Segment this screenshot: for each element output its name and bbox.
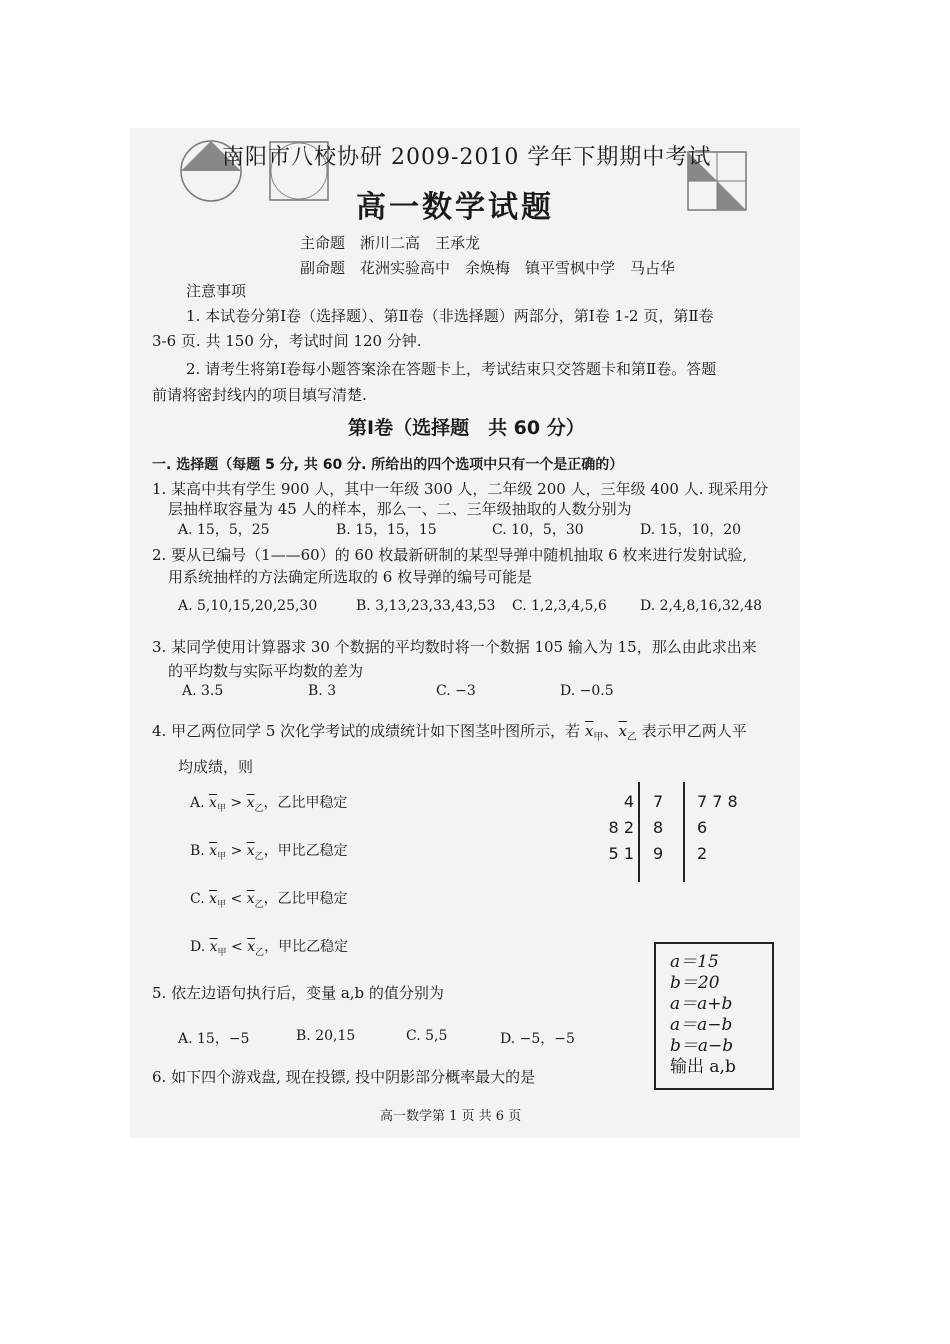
leaf-left-row-2: 8 2 — [608, 818, 634, 837]
stem-row-2: 8 — [653, 818, 664, 837]
q4-option-a: A. $\overline{x}_甲 > \overline{x}_乙$，乙比甲稳定 — [190, 795, 348, 814]
stem-divider-right — [683, 782, 685, 882]
leaf-right-row-3: 2 — [697, 844, 708, 863]
q1-option-b: B. 15，15，15 — [336, 522, 437, 538]
q4-option-b: B. $\overline{x}_甲 > \overline{x}_乙$，甲比乙稳定 — [190, 843, 348, 862]
section-instructions: 一. 选择题（每题 5 分, 共 60 分. 所给出的四个选项中只有一个是正确的） — [152, 457, 624, 473]
q5-option-a: A. 15，−5 — [178, 1031, 250, 1047]
q1-line-1: 1. 某高中共有学生 900 人，其中一年级 300 人，二年级 200 人，三年级 400 人. 现采用分 — [152, 480, 769, 498]
q3-option-b: B. 3 — [308, 683, 337, 699]
stem-row-3: 9 — [653, 844, 664, 863]
section-title: 第Ⅰ卷（选择题 共 60 分） — [348, 417, 585, 439]
q6-text: 6. 如下四个游戏盘, 现在投镖, 投中阴影部分概率最大的是 — [152, 1068, 536, 1086]
setter-main: 主命题 淅川二高 王承龙 — [300, 234, 481, 252]
q2-line-2: 用系统抽样的方法确定所选取的 6 枚导弹的编号可能是 — [168, 568, 533, 586]
program-box — [654, 942, 774, 1090]
q5-text: 5. 依左边语句执行后，变量 a,b 的值分别为 — [152, 984, 444, 1002]
note-1-line-1: 1. 本试卷分第Ⅰ卷（选择题）、第Ⅱ卷（非选择题）两部分，第Ⅰ卷 1-2 页，第Ⅱ卷 — [186, 307, 714, 325]
leaf-left-row-1: 4 — [623, 792, 634, 811]
stem-divider-left — [638, 782, 640, 882]
q3-line-2: 的平均数与实际平均数的差为 — [168, 662, 364, 680]
stem-row-1: 7 — [653, 792, 664, 811]
note-2-line-2: 前请将密封线内的项目填写清楚. — [152, 386, 367, 404]
mean-jia-subscript: 甲 — [593, 732, 604, 743]
leaf-right-row-2: 6 — [697, 818, 708, 837]
q4-separator: 、 — [603, 722, 619, 740]
q2-option-b: B. 3,13,23,33,43,53 — [356, 598, 496, 614]
q5-option-d: D. −5，−5 — [500, 1031, 575, 1047]
program-line-1: a＝15 — [670, 952, 719, 972]
program-line-5: b＝a−b — [670, 1036, 734, 1056]
q1-line-2: 层抽样取容量为 45 人的样本，那么一、二、三年级抽取的人数分别为 — [168, 500, 632, 518]
q3-option-d: D. −0.5 — [560, 683, 614, 699]
setter-vice: 副命题 花洲实验高中 余焕梅 镇平雪枫中学 马占华 — [300, 259, 676, 277]
mean-jia-symbol: $\overline{x}$ — [584, 722, 594, 740]
q4-line-1-start: 4. 甲乙两位同学 5 次化学考试的成绩统计如下图茎叶图所示，若 — [152, 722, 581, 740]
page-footer: 高一数学第 1 页 共 6 页 — [380, 1109, 522, 1124]
q5-option-c: C. 5,5 — [406, 1028, 448, 1044]
q2-option-c: C. 1,2,3,4,5,6 — [512, 598, 607, 614]
q1-option-d: D. 15，10，20 — [640, 522, 742, 538]
q2-option-d: D. 2,4,8,16,32,48 — [640, 598, 763, 614]
q1-option-c: C. 10，5，30 — [492, 522, 584, 538]
leaf-left-row-3: 5 1 — [608, 844, 634, 863]
program-line-4: a＝a−b — [670, 1015, 733, 1035]
note-1-line-2: 3-6 页. 共 150 分，考试时间 120 分钟. — [152, 332, 422, 350]
exam-header-line: 南阳市八校协研 2009-2010 学年下期期中考试 — [222, 145, 712, 170]
q1-option-a: A. 15，5，25 — [178, 522, 270, 538]
q4-line-2: 均成绩，则 — [178, 758, 254, 776]
program-line-2: b＝20 — [670, 973, 720, 993]
q5-option-b: B. 20,15 — [296, 1028, 356, 1044]
mean-yi-subscript: 乙 — [626, 732, 637, 743]
q2-option-a: A. 5,10,15,20,25,30 — [178, 598, 318, 614]
q4-line-1-end: 表示甲乙两人平 — [641, 722, 747, 740]
q4-line-1 — [152, 720, 747, 743]
program-line-3: a＝a+b — [670, 994, 733, 1014]
page-title: 高一数学试题 — [356, 190, 554, 225]
note-2-line-1: 2. 请考生将第Ⅰ卷每小题答案涂在答题卡上，考试结束只交答题卡和第Ⅱ卷。答题 — [186, 360, 717, 378]
notes-heading: 注意事项 — [186, 282, 247, 300]
q3-option-c: C. −3 — [436, 683, 476, 699]
stem-leaf-plot — [580, 782, 770, 882]
q4-option-c: C. $\overline{x}_甲 < \overline{x}_乙$，乙比甲稳定 — [190, 891, 348, 910]
q3-option-a: A. 3.5 — [182, 683, 224, 699]
q4-option-d: D. $\overline{x}_甲 < \overline{x}_乙$，甲比乙稳定 — [190, 939, 349, 958]
q2-line-1: 2. 要从已编号（1——60）的 60 枚最新研制的某型导弹中随机抽取 6 枚来进行发射试验, — [152, 546, 748, 564]
mean-yi-symbol: $\overline{x}$ — [618, 722, 627, 740]
leaf-right-row-1: 7 7 8 — [697, 792, 738, 811]
program-output: 输出 a,b — [670, 1057, 736, 1077]
q3-line-1: 3. 某同学使用计算器求 30 个数据的平均数时将一个数据 105 输入为 15，那么由此求出来 — [152, 638, 757, 656]
